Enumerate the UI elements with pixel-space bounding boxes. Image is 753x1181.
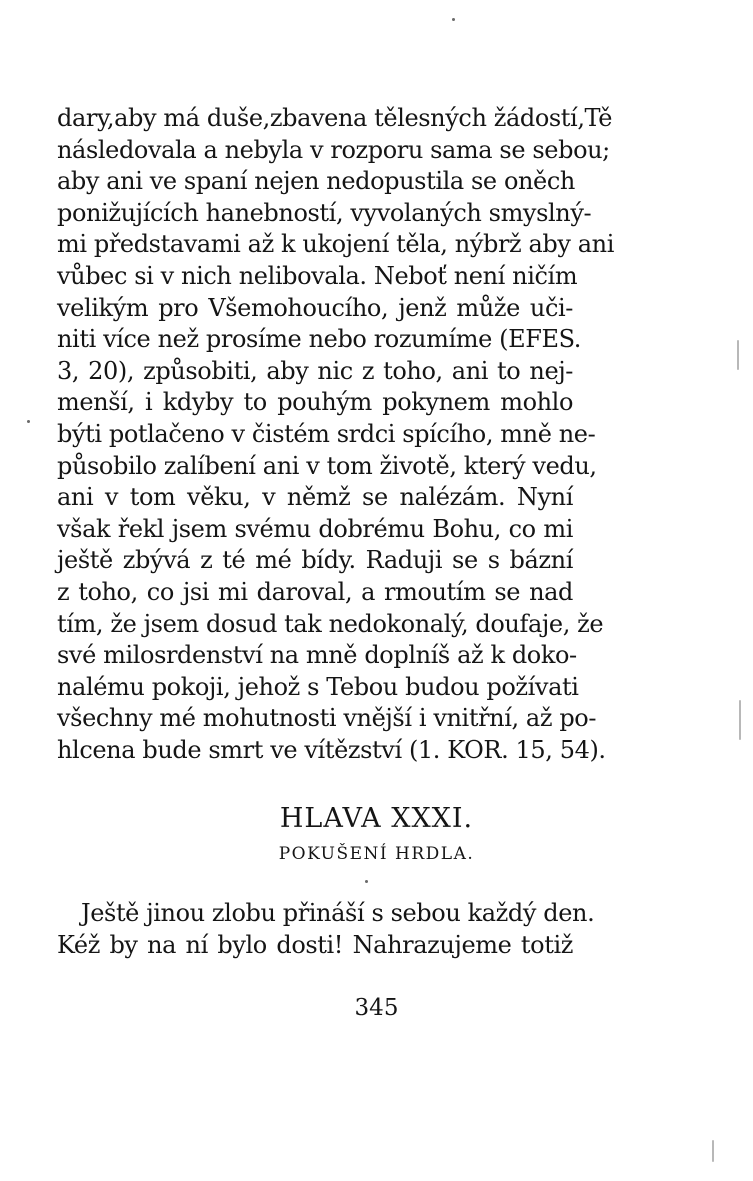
- text-line: však řekl jsem svému dobrému Bohu, co mi: [57, 514, 573, 543]
- page-edge-mark: [739, 700, 741, 740]
- text-line: Ještě jinou zlobu přináší s sebou každý den.: [81, 899, 595, 927]
- text-line: ještě zbývá z té mé bídy. Raduji se s bázní: [57, 546, 573, 575]
- paper-speck: [452, 18, 455, 21]
- paragraph-continued: [57, 103, 614, 766]
- text-line: nalému pokoji, jehož s Tebou budou požívati: [57, 672, 579, 701]
- chapter-title: HLAVA XXXI.: [279, 803, 474, 834]
- text-line: z toho, co jsi mi daroval, a rmoutím se nad: [57, 577, 573, 606]
- text-line: Kéž by na ní bylo dosti! Nahrazujeme totiž: [57, 930, 573, 959]
- page-edge-mark: [737, 340, 739, 370]
- page-edge-mark: [712, 1140, 714, 1162]
- text-line: velikým pro Všemohoucího, jenž může uči-: [57, 293, 573, 322]
- text-line: ani v tom věku, v němž se nalézám. Nyní: [57, 483, 573, 512]
- text-line: menší, i kdyby to pouhým pokynem mohlo: [57, 388, 573, 417]
- text-line: všechny mé mohutnosti vnější i vnitřní, až po-: [57, 704, 597, 733]
- text-line: vůbec si v nich nelibovala. Neboť není ničím: [57, 261, 578, 290]
- paragraph-new: [57, 898, 595, 961]
- text-line: tím, že jsem dosud tak nedokonalý, doufaje, že: [57, 609, 604, 638]
- paper-speck: [365, 880, 368, 883]
- text-line: následovala a nebyla v rozporu sama se sebou;: [57, 135, 610, 164]
- text-line: býti potlačeno v čistém srdci spícího, mně ne-: [57, 419, 596, 448]
- text-line: hlcena bude smrt ve vítězství (1. KOR. 15, 54).: [57, 735, 606, 764]
- text-line: dary,aby má duše,zbavena tělesných žádostí,Tě: [57, 104, 613, 132]
- text-line: své milosrdenství na mně doplníš až k doko-: [57, 641, 577, 670]
- text-line: 3, 20), způsobiti, aby nic z toho, ani to nej-: [57, 356, 573, 385]
- text-line: mi představami až k ukojení těla, nýbrž aby ani: [57, 230, 614, 259]
- paper-speck: [27, 420, 30, 423]
- page-number: 345: [354, 995, 399, 1021]
- text-line: niti více než prosíme nebo rozumíme (EFES.: [57, 325, 582, 354]
- text-line: působilo zalíbení ani v tom životě, který vedu,: [57, 451, 597, 480]
- text-line: aby ani ve spaní nejen nedopustila se oněch: [57, 167, 575, 196]
- text-line: ponižujících hanebností, vyvolaných smyslný-: [57, 198, 592, 227]
- chapter-subtitle: POKUŠENÍ HRDLA.: [278, 844, 475, 864]
